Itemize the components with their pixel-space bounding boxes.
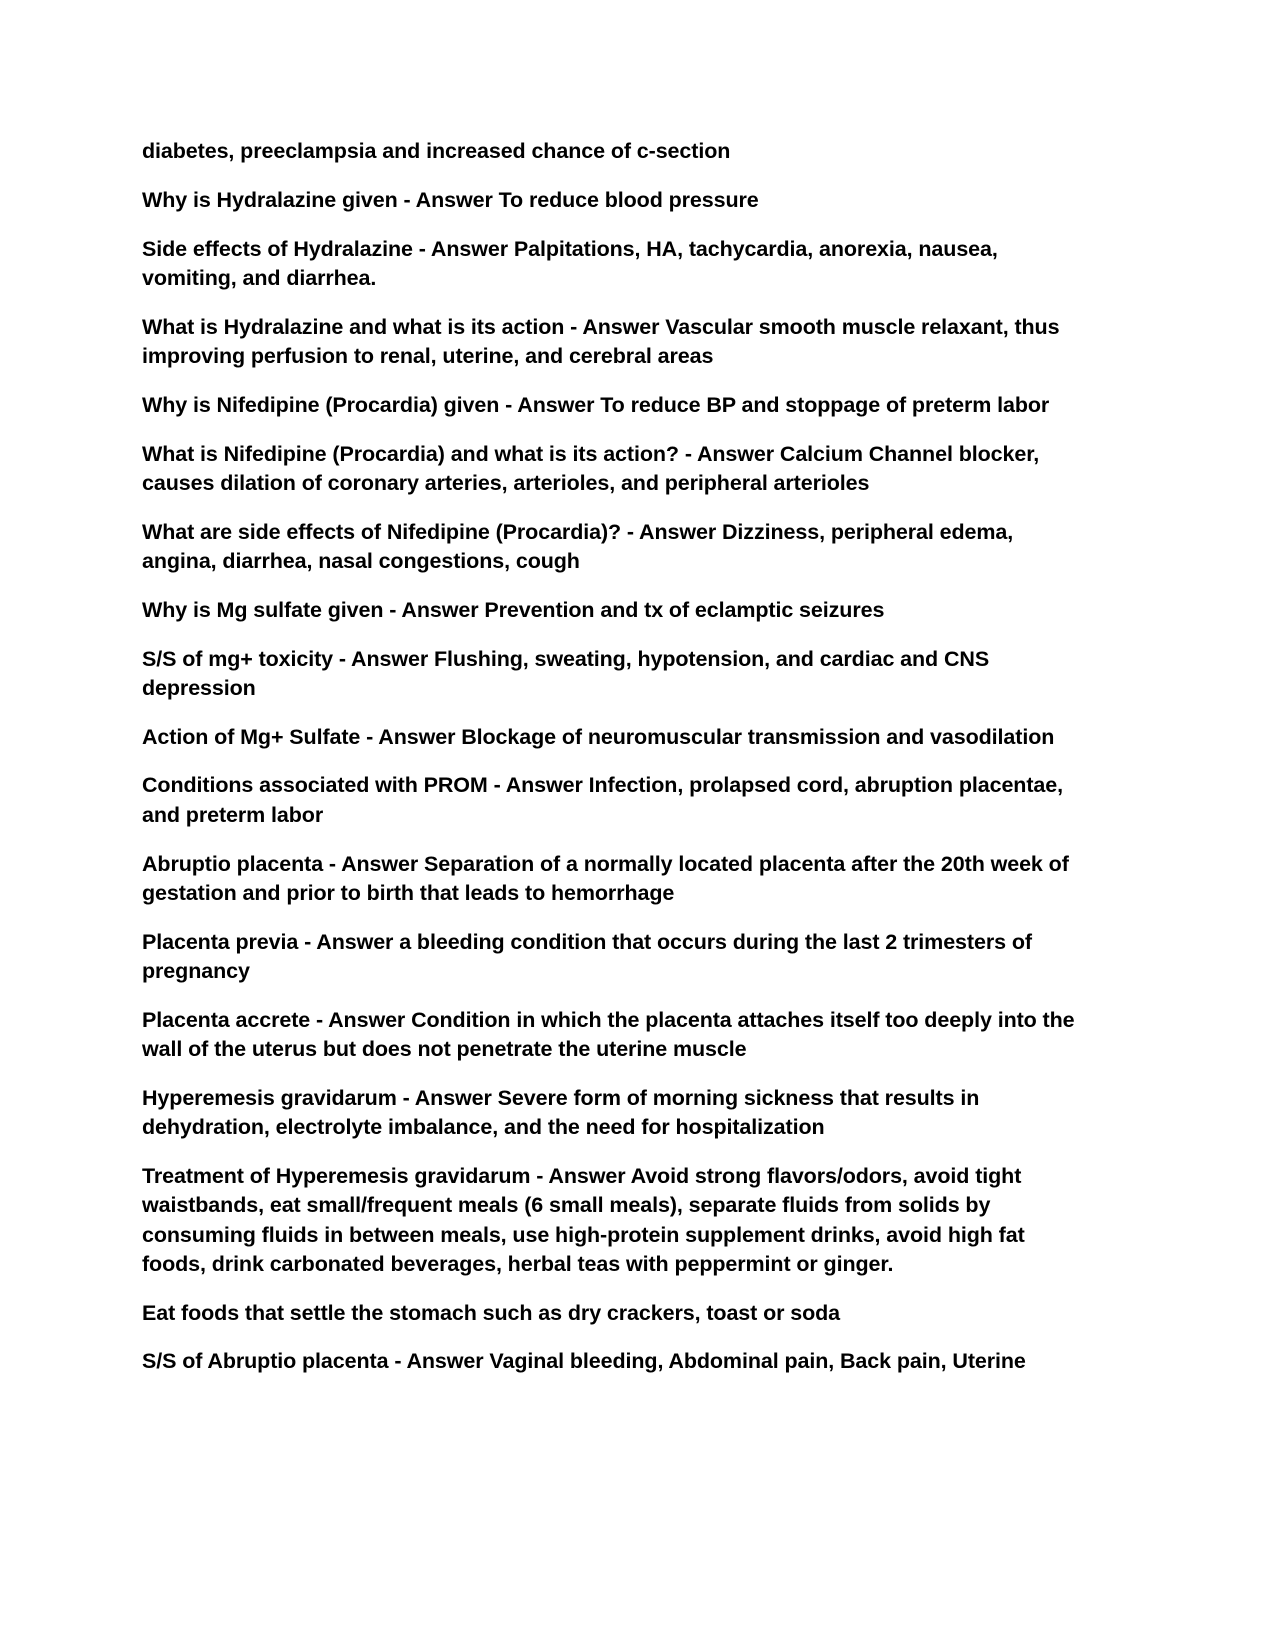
qa-mg-sulfate-why: Why is Mg sulfate given - Answer Prevention and tx of eclamptic seizures (142, 597, 885, 622)
qa-nifedipine-side-effects: What are side effects of Nifedipine (Procardia)? - Answer Dizziness, peripheral edema, angina, diarrhea, nasal congestions, cough (142, 519, 1014, 573)
qa-hydralazine-side-effects: Side effects of Hydralazine - Answer Palpitations, HA, tachycardia, anorexia, nausea, vomiting, and diarrhea. (142, 236, 998, 290)
qa-abruptio-ss: S/S of Abruptio placenta - Answer Vaginal bleeding, Abdominal pain, Back pain, Uterine (142, 1349, 1026, 1374)
qa-mg-sulfate-action: Action of Mg+ Sulfate - Answer Blockage of neuromuscular transmission and vasodilation (142, 724, 1055, 749)
qa-placenta-previa: Placenta previa - Answer a bleeding condition that occurs during the last 2 trimesters of pregnancy (142, 929, 1032, 983)
qa-mg-toxicity: S/S of mg+ toxicity - Answer Flushing, sweating, hypotension, and cardiac and CNS depression (142, 646, 990, 700)
paragraph-continuation: diabetes, preeclampsia and increased chance of c-section (142, 139, 731, 163)
qa-hyperemesis-treatment: Treatment of Hyperemesis gravidarum - Answer Avoid strong flavors/odors, avoid tight waistbands, eat small/frequent meals (6 small meals), separate fluids from solids by consuming fluids in between meals, use high-protein supplement drinks, avoid high fat foods, drink carbonated beverages, herbal teas with peppermint or ginger. (142, 1163, 1025, 1276)
qa-hydralazine-action: What is Hydralazine and what is its action - Answer Vascular smooth muscle relaxant, thus improving perfusion to renal, uterine, and cerebral areas (142, 314, 1060, 368)
qa-nifedipine-why: Why is Nifedipine (Procardia) given - Answer To reduce BP and stoppage of preterm labor (142, 392, 1050, 417)
qa-prom-conditions: Conditions associated with PROM - Answer Infection, prolapsed cord, abruption placentae, and preterm labor (142, 773, 1063, 827)
qa-hydralazine-why: Why is Hydralazine given - Answer To reduce blood pressure (142, 187, 759, 212)
document-page (142, 137, 1077, 1396)
qa-hyperemesis: Hyperemesis gravidarum - Answer Severe form of morning sickness that results in dehydration, electrolyte imbalance, and the need for hospitalization (142, 1085, 980, 1140)
note-settle-stomach: Eat foods that settle the stomach such as dry crackers, toast or soda (142, 1300, 841, 1325)
qa-placenta-accrete: Placenta accrete - Answer Condition in which the placenta attaches itself too deeply into the wall of the uterus but does not penetrate the uterine muscle (142, 1007, 1075, 1062)
qa-abruptio-placenta: Abruptio placenta - Answer Separation of a normally located placenta after the 20th week of gestation and prior to birth that leads to hemorrhage (142, 851, 1069, 905)
qa-nifedipine-action: What is Nifedipine (Procardia) and what is its action? - Answer Calcium Channel blocker, causes dilation of coronary arteries, arterioles, and peripheral arterioles (142, 441, 1040, 495)
